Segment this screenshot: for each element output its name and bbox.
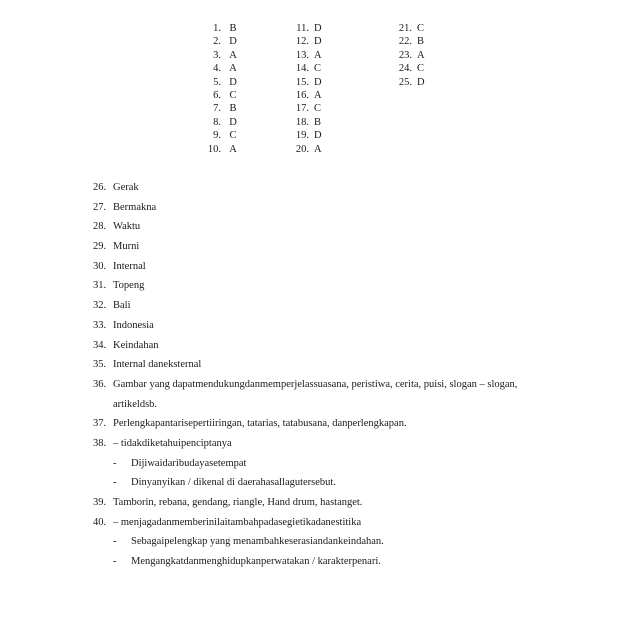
answer-key-row [203,143,240,156]
answer-text: Keindahan [113,339,159,351]
answer-letter: A [314,89,322,101]
answer-letter: A [229,143,237,155]
answer-key-row [203,62,240,75]
answer-letter: C [314,63,322,75]
sub-point-text: Mengangkatdanmenghidupkanperwatakan / karakterpenari. [131,556,381,568]
answer-letter: C [229,130,237,142]
answer-letter: C [417,63,425,75]
essay-answer-item [93,237,613,257]
answer-letter: C [314,103,322,115]
answer-letter: A [417,49,425,61]
answer-letter: A [314,49,322,61]
question-number: 15. [295,76,309,88]
answer-text: Internal [113,260,146,272]
sub-point-text: Dinyanyikan / dikenal di daerahasallagutersebut. [131,477,336,489]
answer-text: – menjagadanmemberinilaitambahpadasegietikadanestitika [113,516,362,528]
answer-text: Indonesia [113,319,154,331]
answer-letter: D [229,36,237,48]
answer-key-row [396,62,425,75]
question-number: 12. [295,36,309,48]
answer-key-row [293,35,322,48]
answer-key-row [293,143,322,156]
answer-text: Topeng [113,280,145,292]
answer-key-row [203,116,240,129]
answer-letter: B [229,23,237,34]
sub-point [93,454,613,474]
answer-key-row [293,76,322,89]
answer-text: – tidakdiketahuipenciptanya [113,437,232,449]
essay-answer-item [93,336,613,356]
question-number: 31. [93,280,107,292]
answer-letter: B [314,116,322,128]
question-number: 5. [213,76,221,88]
sub-point [93,473,613,493]
question-number: 24. [398,63,412,75]
question-number: 16. [295,89,309,101]
question-number: 17. [295,103,309,115]
question-number: 36. [93,378,107,390]
answer-key-row [203,35,240,48]
essay-answer-item [93,198,613,218]
question-number: 30. [93,260,107,272]
essay-answer-item [93,316,613,336]
essay-answer-item [93,276,613,296]
answer-letter: D [229,76,237,88]
question-number: 38. [93,437,107,449]
question-number: 34. [93,339,107,351]
essay-answer-item [93,178,613,198]
bullet-dash: - [113,477,117,489]
essay-answer-item [93,217,613,237]
bullet-dash: - [113,457,117,469]
answer-key-column-3 [396,22,425,89]
question-number: 8. [213,116,221,128]
answer-text: Tamborin, rebana, gendang, riangle, Hand drum, hastanget. [113,497,363,508]
answer-key-column-2 [293,22,322,156]
answer-text-continuation: artikeldsb. [113,398,158,410]
question-number: 2. [213,36,221,48]
answer-text: Bali [113,300,131,312]
question-number: 29. [93,241,107,253]
question-number: 35. [93,359,107,371]
question-number: 10. [207,143,221,155]
answer-letter: C [229,89,237,101]
question-number: 1. [213,23,221,34]
answer-letter: A [229,63,237,75]
question-number: 26. [93,182,107,193]
answer-letter: C [417,23,425,34]
answer-letter: D [229,116,237,128]
question-number: 39. [93,497,107,508]
sub-point [93,552,613,572]
question-number: 6. [213,89,221,101]
answer-key-row [293,129,322,142]
answer-key-row [203,49,240,62]
question-number: 23. [398,49,412,61]
answer-letter: D [417,76,425,88]
answer-text: Waktu [113,221,141,233]
question-number: 27. [93,201,107,213]
answer-letter: A [229,49,237,61]
sub-point-text: Sebagaipelengkap yang menambahkeserasiandankeindahan. [131,536,384,548]
answer-letter: D [314,76,322,88]
question-number: 33. [93,319,107,331]
answer-text: Bermakna [113,201,157,213]
question-number: 40. [93,516,107,528]
question-number: 3. [213,49,221,61]
answer-key-row [293,89,322,102]
question-number: 14. [295,63,309,75]
essay-answer-item [93,414,613,434]
answer-letter: B [229,103,237,115]
answer-key-row [396,49,425,62]
answer-letter: D [314,23,322,34]
question-number: 9. [213,130,221,142]
answer-key-column-1 [203,22,240,156]
answer-key-row [203,89,240,102]
question-number: 4. [213,63,221,75]
answer-text: Gerak [113,182,139,193]
answer-key-row [293,22,322,35]
question-number: 11. [296,23,309,34]
answer-key-row [293,49,322,62]
answer-key-row [293,62,322,75]
essay-answer-item [93,375,613,395]
question-number: 13. [295,49,309,61]
answer-letter: B [417,36,425,48]
bullet-dash: - [113,536,117,548]
bullet-dash: - [113,556,117,568]
question-number: 22. [398,36,412,48]
answer-text: Internal daneksternal [113,359,202,371]
answer-letter: D [314,36,322,48]
answer-text: Perlengkapantarisepertiiringan, tatarias, tatabusana, danperlengkapan. [113,418,407,430]
answer-key-row [396,35,425,48]
essay-answer-item [93,355,613,375]
question-number: 32. [93,300,107,312]
question-number: 21. [398,23,412,34]
essay-answer-item [93,493,613,513]
answer-key-row [293,102,322,115]
essay-answers-list [93,178,613,572]
answer-key-row [203,102,240,115]
answer-key-row [203,22,240,35]
question-number: 19. [295,130,309,142]
answer-letter: D [314,130,322,142]
essay-answer-item [93,513,613,533]
sub-point-text: Dijiwaidaribudayasetempat [131,457,247,469]
answer-letter: A [314,143,322,155]
question-number: 37. [93,418,107,430]
answer-text: Gambar yang dapatmendukungdanmemperjelassuasana, peristiwa, cerita, puisi, slogan – slogan, [113,378,518,390]
answer-key-row [396,76,425,89]
question-number: 20. [295,143,309,155]
question-number: 28. [93,221,107,233]
sub-point [93,532,613,552]
essay-answer-item [93,257,613,277]
answer-key-row [293,116,322,129]
answer-key-row [203,129,240,142]
answer-key-row [203,76,240,89]
answer-text: Murni [113,241,140,253]
answer-key-row [396,22,425,35]
question-number: 25. [398,76,412,88]
essay-answer-item [93,296,613,316]
essay-answer-item [93,434,613,454]
question-number: 7. [213,103,221,115]
question-number: 18. [295,116,309,128]
